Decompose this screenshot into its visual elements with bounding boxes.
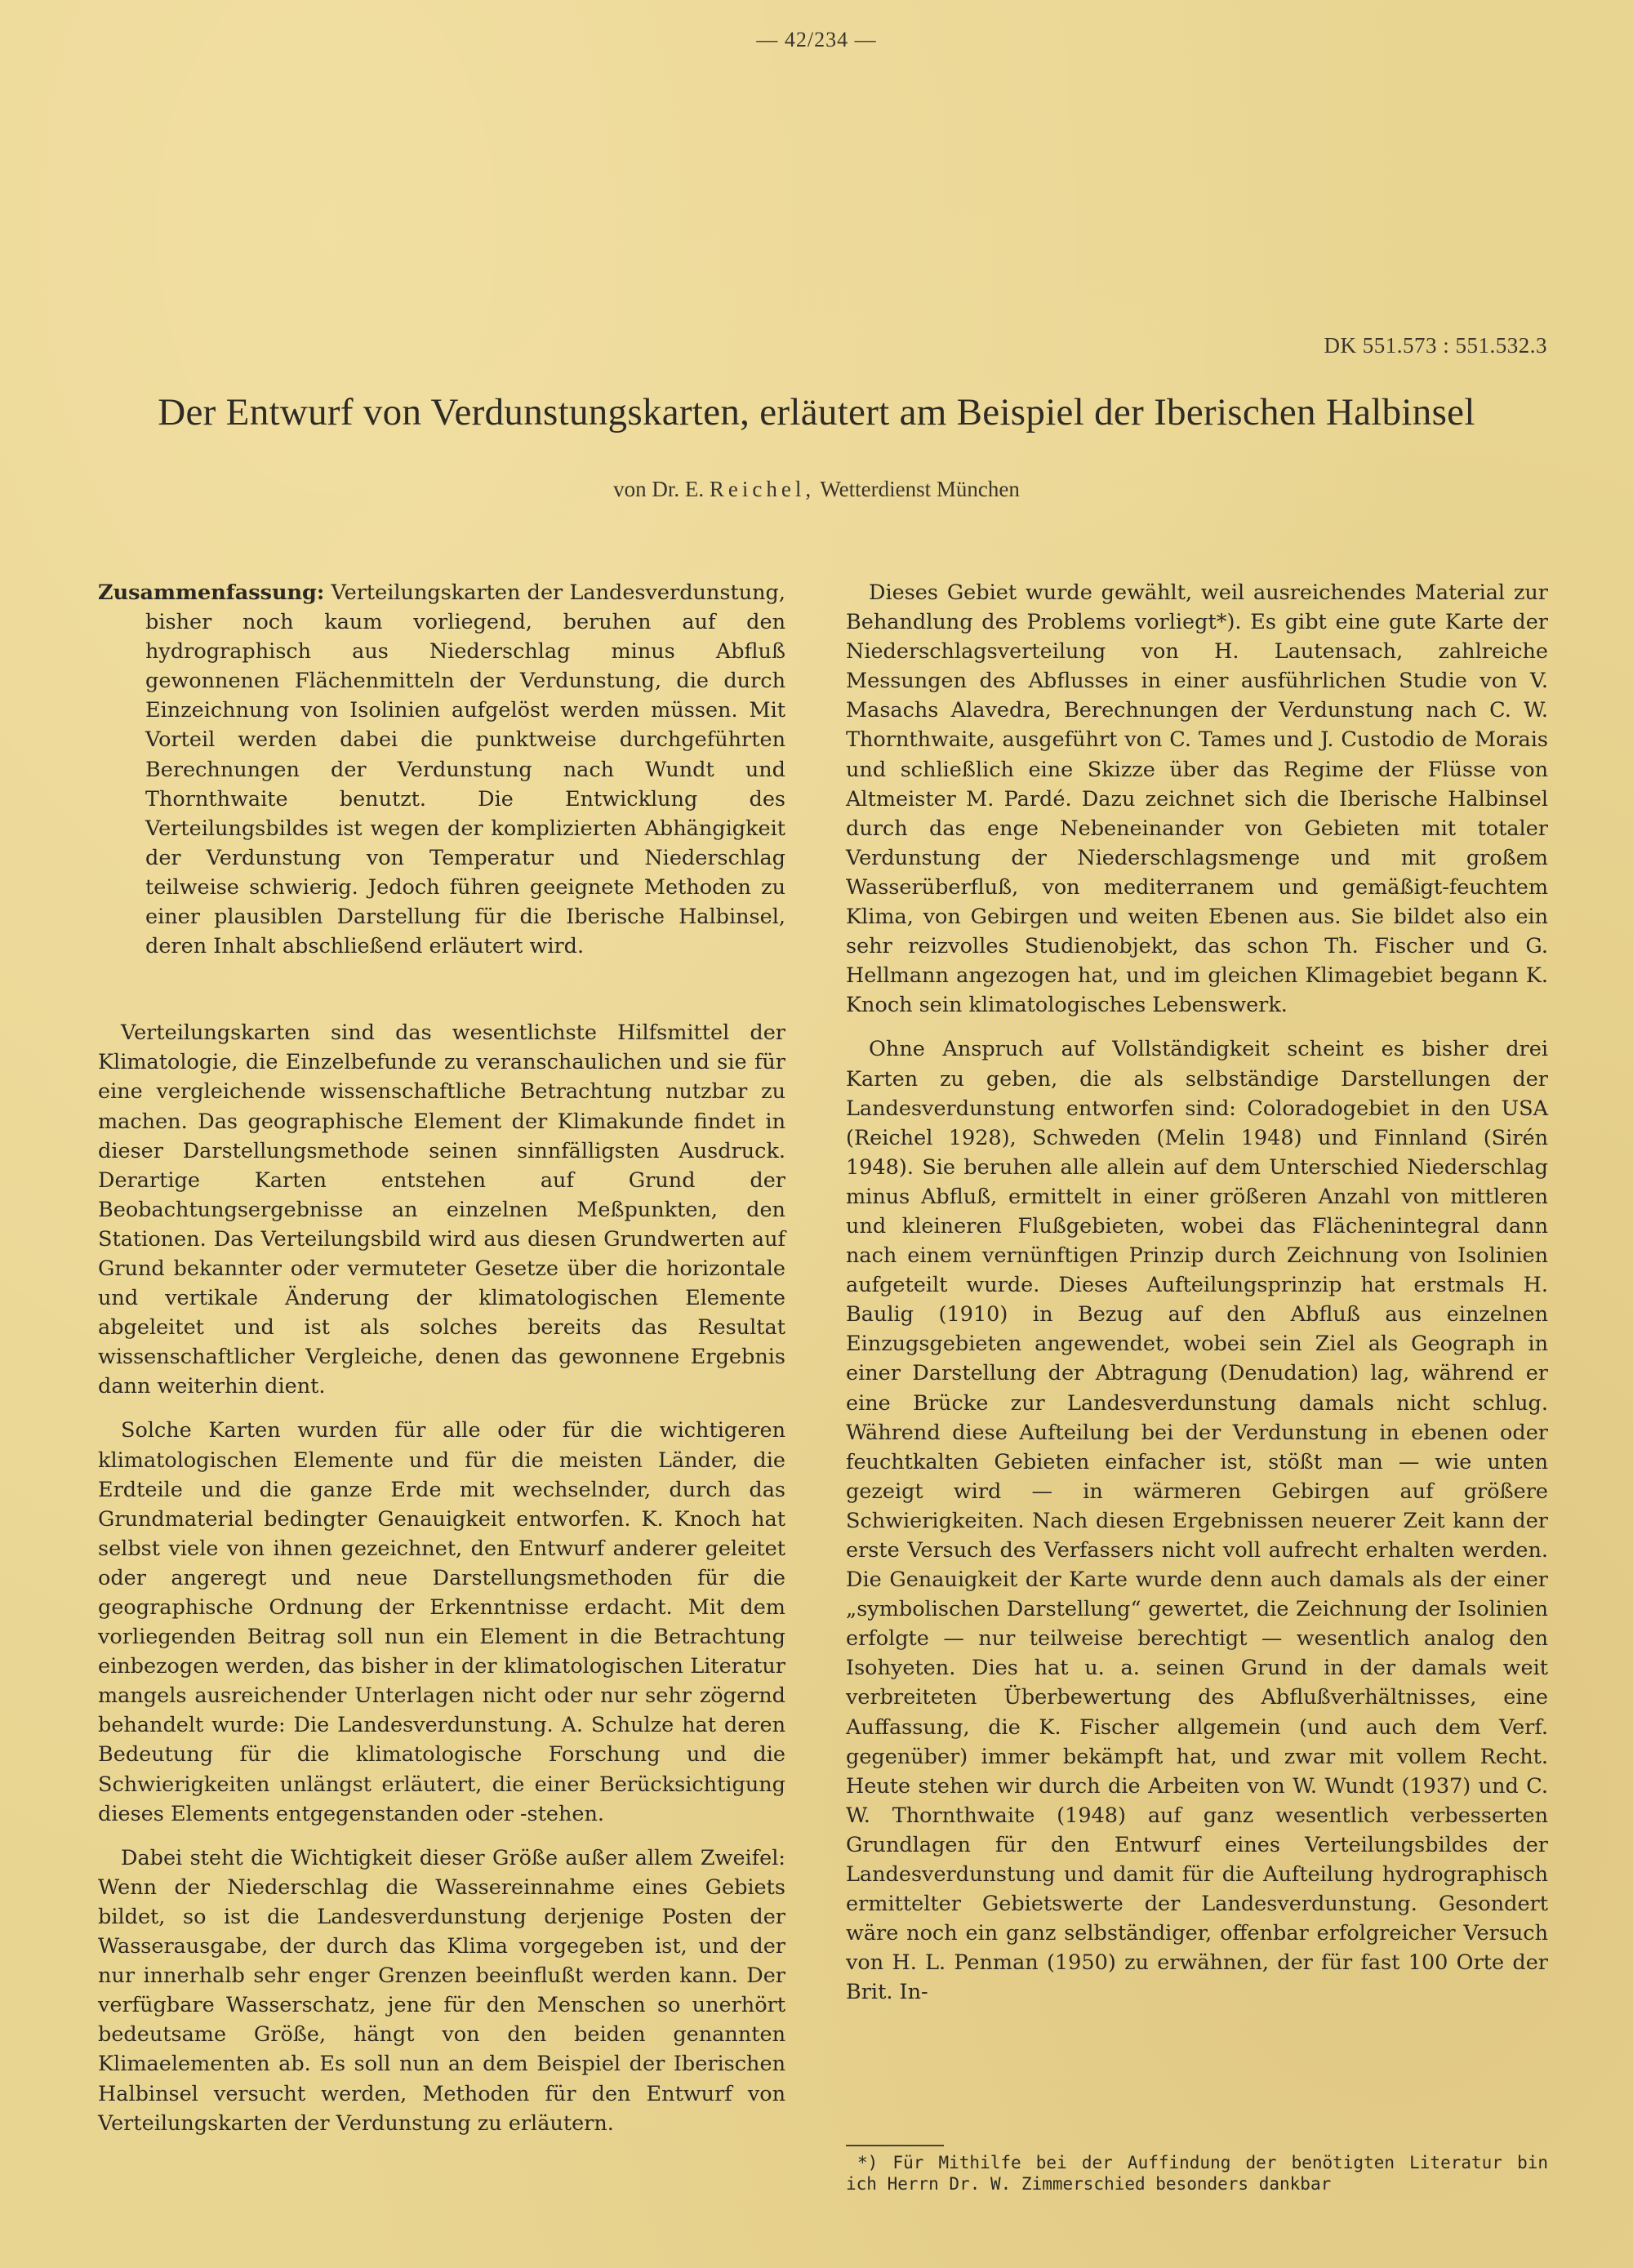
abstract-label: Zusammenfassung: xyxy=(98,580,325,605)
byline-affiliation: Wetterdienst München xyxy=(820,477,1020,501)
right-column xyxy=(846,578,1548,2022)
left-column xyxy=(98,578,785,2153)
footnote: *) Für Mithilfe bei der Auffindung der benötigten Literatur bin ich Herrn Dr. W. Zimmerschied besonders dankbar xyxy=(846,2153,1548,2194)
article-title: Der Entwurf von Verdunstungskarten, erläutert am Beispiel der Iberischen Halbinsel xyxy=(158,391,1475,434)
byline-author: Reichel, xyxy=(709,477,816,501)
abstract xyxy=(98,578,785,961)
body-paragraph: Solche Karten wurden für alle oder für die wichtigeren klimatologischen Elemente und für die meisten Länder, die Erdteile und die ganze Erde mit wechselnder, durch das Grundmaterial bedingter Genauigkeit entworfen. K. Knoch hat selbst viele von ihnen gezeichnet, den Entwurf anderer geleitet oder angeregt und neue Darstellungsmethoden für die geographische Ordnung der Erkenntnisse erdacht. Mit dem vorliegenden Beitrag soll nun ein Element in die Betrachtung einbezogen werden, das bisher in der klimatologischen Literatur mangels ausreichender Unterlagen nicht oder nur sehr zögernd behandelt wurde: Die Landesverdunstung. A. Schulze hat deren Bedeutung für die klimatologische Forschung und die Schwierigkeiten unlängst erläutert, die einer Berücksichtigung dieses Elements entgegenstanden oder -stehen. xyxy=(98,1418,785,1826)
body-paragraph: Dieses Gebiet wurde gewählt, weil ausreichendes Material zur Behandlung des Problems vorliegt*). Es gibt eine gute Karte der Niederschlagsverteilung von H. Lautensach, zahlreiche Messungen des Abflusses in einer ausführlichen Studie von V. Masachs Alavedra, Berechnungen der Verdunstung nach C. W. Thornthwaite, ausgeführt von C. Tames und J. Custodio de Morais und schließlich eine Skizze über das Regime der Flüsse von Altmeister M. Pardé. Dazu zeichnet sich die Iberische Halbinsel durch das enge Nebeneinander von Gebieten mit totaler Verdunstung der Niederschlagsmenge und mit großem Wasserüberfluß, von mediterranem und gemäßigt-feuchtem Klima, von Gebirgen und weiten Ebenen aus. Sie bildet also ein sehr reizvolles Studienobjekt, das schon Th. Fischer und G. Hellmann angezogen hat, und im gleichen Klimagebiet begann K. Knoch sein klimatologisches Lebenswerk. xyxy=(846,580,1548,1018)
page-number: — 42/234 — xyxy=(756,28,877,51)
body-paragraph: Verteilungskarten sind das wesentlichste Hilfsmittel der Klimatologie, die Einzelbefunde zu veranschaulichen und sie für eine vergleichende wissenschaftliche Betrachtung nutzbar zu machen. Das geographische Element der Klimakunde findet in dieser Darstellungsmethode seinen sinnfälligsten Ausdruck. Derartige Karten entstehen auf Grund der Beobachtungsergebnisse an einzelnen Meßpunkten, den Stationen. Das Verteilungsbild wird aus diesen Grundwerten auf Grund bekannter oder vermuteter Gesetze über die horizontale und vertikale Änderung der klimatologischen Elemente abgeleitet und ist als solches bereits das Resultat wissenschaftlicher Vergleiche, denen das gewonnene Ergebnis dann weiterhin dient. xyxy=(98,1021,785,1399)
dk-classification-code: DK 551.573 : 551.532.3 xyxy=(1324,333,1547,358)
byline-prefix: von Dr. E. xyxy=(613,477,705,501)
footnote-divider xyxy=(846,2145,944,2146)
body-paragraph: Ohne Anspruch auf Vollständigkeit scheint es bisher drei Karten zu geben, die als selbständige Darstellungen der Landesverdunstung entworfen sind: Coloradogebiet in den USA (Reichel 1928), Schweden (Melin 1948) und Finnland (Sirén 1948). Sie beruhen alle allein auf dem Unterschied Niederschlag minus Abfluß, ermittelt in einer größeren Anzahl von mittleren und kleineren Flußgebieten, wobei das Flächenintegral dann nach einem vernünftigen Prinzip durch Zeichnung von Isolinien aufgeteilt wurde. Dieses Aufteilungsprinzip hat erstmals H. Baulig (1910) in Bezug auf den Abfluß aus einzelnen Einzugsgebieten angewendet, wobei sein Ziel als Geograph in einer Darstellung der Abtragung (Denudation) lag, während er eine Brücke zur Landesverdunstung damals nicht schlug. Während diese Aufteilung bei der Verdunstung in ebenen oder feuchtkalten Gebieten einfacher ist, stößt man — wie unten gezeigt wird — in wärmeren Gebirgen auf größere Schwierigkeiten. Nach diesen Ergebnissen neuerer Zeit kann der erste Versuch des Verfassers nicht voll aufrecht erhalten werden. Die Genauigkeit der Karte wurde denn auch damals als der einer „symbolischen Darstellung“ gewertet, die Zeichnung der Isolinien erfolgte — nur teilweise berechtigt — wesentlich analog den Isohyeten. Dies hat u. a. seinen Grund in der damals weit verbreiteten Überbewertung des Abflußverhältnisses, eine Auffassung, die K. Fischer allgemein (und auch dem Verf. gegenüber) immer bekämpft hat, und zwar mit vollem Recht. Heute stehen wir durch die Arbeiten von W. Wundt (1937) und C. W. Thornthwaite (1948) auf ganz wesentlich verbesserten Grundlagen für den Entwurf eines Verteilungsbildes der Landesverdunstung und damit für die Aufteilung hydrographisch ermittelter Gebietswerte der Landesverdunstung. Gesondert wäre noch ein ganz selbständiger, offenbar erfolgreicher Versuch von H. L. Penman (1950) zu erwähnen, der für fast 100 Orte der Brit. In- xyxy=(846,1037,1548,2005)
byline xyxy=(0,477,1633,502)
body-paragraph: Dabei steht die Wichtigkeit dieser Größe außer allem Zweifel: Wenn der Niederschlag die Wassereinnahme eines Gebiets bildet, so ist die Landesverdunstung derjenige Posten der Wasserausgabe, der durch das Klima vorgegeben ist, und der nur innerhalb sehr enger Grenzen beeinflußt werden kann. Der verfügbare Wasserschatz, jene für den Menschen so unerhört bedeutsame Größe, hängt von den beiden genannten Klimaelementen ab. Es soll nun an dem Beispiel der Iberischen Halbinsel versucht werden, Methoden für den Entwurf von Verteilungskarten der Verdunstung zu erläutern. xyxy=(98,1845,785,2136)
abstract-text: Verteilungskarten der Landesverdunstung, bisher noch kaum vorliegend, beruhen auf den hydrographisch aus Niederschlag minus Abfluß gewonnenen Flächenmitteln der Verdunstung, die durch Einzeichnung von Isolinien aufgelöst werden müssen. Mit Vorteil werden dabei die punktweise durchgeführten Berechnungen der Verdunstung nach Wundt und Thornthwaite benutzt. Die Entwicklung des Verteilungsbildes ist wegen der komplizierten Abhängigkeit der Verdunstung von Temperatur und Niederschlag teilweise schwierig. Jedoch führen geeignete Methoden zu einer plausiblen Darstellung für die Iberische Halbinsel, deren Inhalt abschließend erläutert wird. xyxy=(145,580,785,959)
